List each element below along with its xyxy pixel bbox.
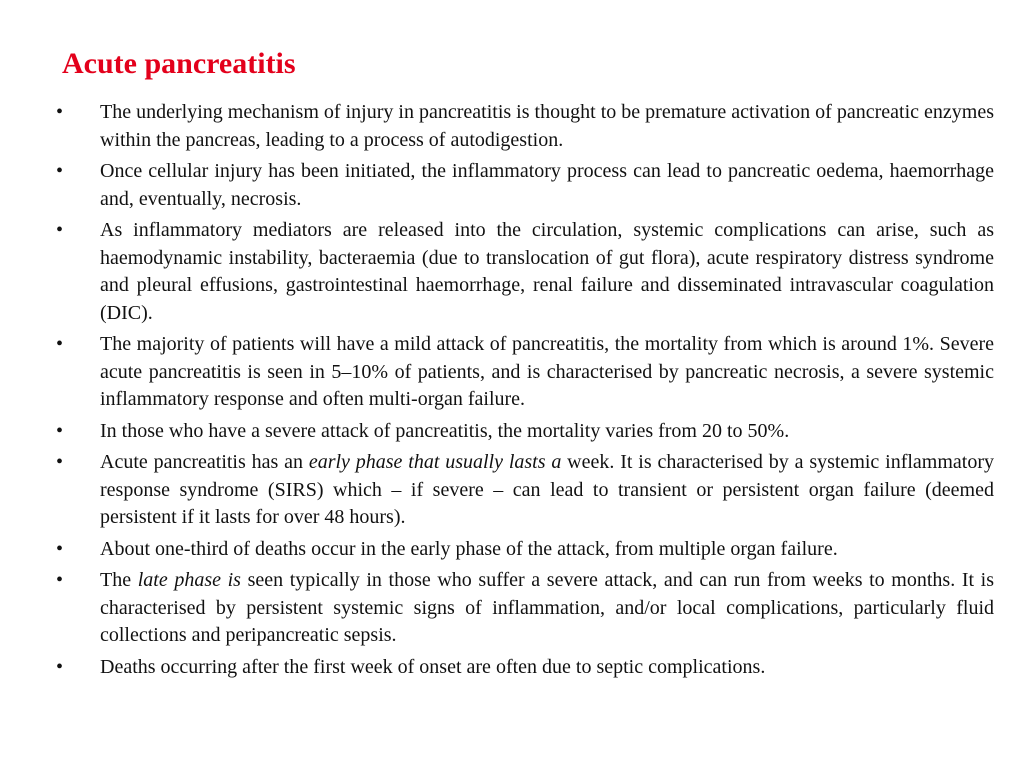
list-item bbox=[56, 449, 994, 532]
bullet-icon: • bbox=[56, 101, 64, 123]
bullet-icon: • bbox=[56, 219, 64, 241]
bullet-text-plain: The bbox=[100, 569, 138, 591]
bullet-icon: • bbox=[56, 537, 64, 560]
bullet-text: About one-third of deaths occur in the early phase of the attack, from multiple organ failure. bbox=[100, 537, 838, 560]
page-title: Acute pancreatitis bbox=[62, 47, 296, 80]
list-item bbox=[56, 418, 994, 446]
bullet-icon: • bbox=[56, 419, 64, 442]
bullet-text-plain: week. It is characterised by a systemic inflammatory response syndrome (SIRS) which – if severe – can lead to transient or persistent organ failure (deemed persistent if it lasts for over 48 hours). bbox=[100, 451, 994, 528]
bullet-text bbox=[100, 569, 994, 646]
list-item bbox=[56, 99, 994, 154]
list-item bbox=[56, 217, 994, 327]
list-item bbox=[56, 567, 994, 650]
bullet-text: The underlying mechanism of injury in pancreatitis is thought to be premature activation of pancreatic enzymes within the pancreas, leading to a process of autodigestion. bbox=[100, 101, 994, 151]
list-item bbox=[56, 654, 994, 682]
bullet-text bbox=[100, 451, 994, 528]
bullet-text: The majority of patients will have a mild attack of pancreatitis, the mortality from which is around 1%. Severe acute pancreatitis is seen in 5–10% of patients, and is characterised by pancreatic necrosis, a severe systemic inflammatory response and often multi-organ failure. bbox=[100, 333, 994, 410]
bullet-icon: • bbox=[56, 333, 64, 355]
bullet-icon: • bbox=[56, 655, 64, 678]
bullet-text: Deaths occurring after the first week of onset are often due to septic complications. bbox=[100, 655, 766, 678]
bullet-icon: • bbox=[56, 160, 64, 182]
bullet-list bbox=[56, 99, 994, 685]
list-item bbox=[56, 158, 994, 213]
bullet-text-plain: Acute pancreatitis has an bbox=[100, 451, 309, 473]
bullet-text-italic: early phase that usually lasts a bbox=[308, 451, 562, 473]
bullet-text-italic: late phase is bbox=[137, 569, 241, 591]
bullet-text: In those who have a severe attack of pancreatitis, the mortality varies from 20 to 50%. bbox=[100, 419, 790, 442]
list-item bbox=[56, 331, 994, 414]
bullet-text-plain: seen typically in those who suffer a severe attack, and can run from weeks to months. It is characterised by persistent systemic signs of inflammation, and/or local complications, particularly fluid collections and peripancreatic sepsis. bbox=[100, 569, 994, 646]
bullet-text: As inflammatory mediators are released into the circulation, systemic complications can arise, such as haemodynamic instability, bacteraemia (due to translocation of gut flora), acute respiratory distress syndrome and pleural effusions, gastrointestinal haemorrhage, renal failure and disseminated intravascular coagulation (DIC). bbox=[100, 219, 994, 324]
bullet-icon: • bbox=[56, 569, 64, 591]
bullet-icon: • bbox=[56, 451, 64, 473]
bullet-text: Once cellular injury has been initiated, the inflammatory process can lead to pancreatic oedema, haemorrhage and, eventually, necrosis. bbox=[100, 160, 994, 210]
list-item bbox=[56, 536, 994, 564]
